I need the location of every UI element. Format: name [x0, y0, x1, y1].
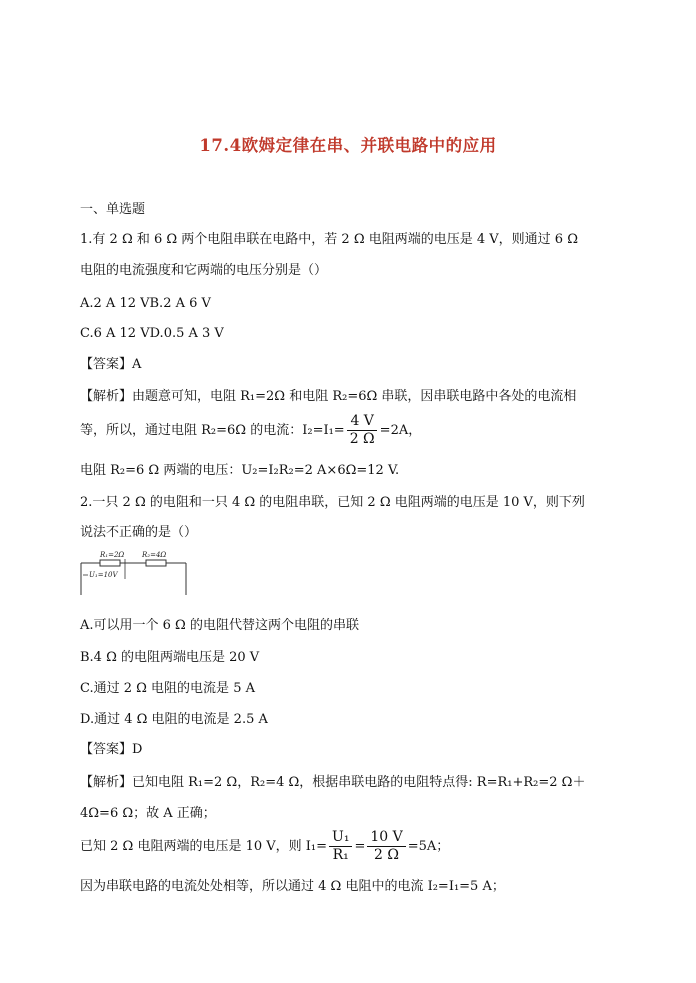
- q1-options-cd: C.6 A 12 VD.0.5 A 3 V: [80, 326, 224, 341]
- q2-option-b: B.4 Ω 的电阻两端电压是 20 V: [80, 650, 260, 665]
- q2-fraction-symbolic-denominator: R₁: [332, 847, 349, 863]
- r1-label: R₁=2Ω: [100, 551, 125, 559]
- q2-option-c: C.通过 2 Ω 电阻的电流是 5 A: [80, 681, 255, 696]
- q1-fraction-denominator: 2 Ω: [349, 431, 375, 447]
- q1-analysis-line2-text: 等，所以，通过电阻 R₂=6Ω 的电流：: [80, 422, 303, 438]
- q2-answer: 【答案】D: [80, 742, 143, 757]
- q2-stem-line1: 2.一只 2 Ω 的电阻和一只 4 Ω 的电阻串联，已知 2 Ω 电阻两端的电压是 10 V，则下列: [80, 495, 585, 510]
- q2-analysis-line3-text: 已知 2 Ω 电阻两端的电压是 10 V，则 I₁=: [80, 838, 328, 854]
- q1-stem-line1: 1.有 2 Ω 和 6 Ω 两个电阻串联在电路中，若 2 Ω 电阻两端的电压是 4 V，则通过 6 Ω: [80, 232, 578, 247]
- q2-fraction-numeric: [367, 829, 405, 864]
- q1-analysis-line2-eq: I₂=I₁=: [302, 422, 345, 438]
- q1-options-ab: A.2 A 12 VB.2 A 6 V: [80, 296, 211, 311]
- q2-analysis-line3-result: =5A；: [407, 838, 450, 854]
- q2-option-a: A.可以用一个 6 Ω 的电阻代替这两个电阻的串联: [80, 618, 359, 633]
- q2-fraction-numeric-numerator: 10 V: [367, 829, 405, 847]
- q2-analysis-line2: 4Ω=6 Ω；故 A 正确；: [80, 806, 216, 821]
- q1-analysis-line2-result: =2A，: [379, 422, 422, 438]
- q2-analysis-line1: 【解析】已知电阻 R₁=2 Ω，R₂=4 Ω，根据串联电路的电阻特点得: R=R₁+R₂=2 Ω＋: [80, 775, 586, 790]
- q2-option-d: D.通过 4 Ω 电阻的电流是 2.5 A: [80, 712, 268, 727]
- r2-label: R₂=4Ω: [142, 551, 167, 559]
- section-heading: 一、单选题: [80, 202, 146, 217]
- series-circuit-figure: [80, 551, 188, 601]
- resistor-r2: [146, 560, 166, 566]
- q1-fraction-numerator: 4 V: [347, 413, 376, 431]
- resistor-r1: [100, 560, 120, 566]
- q1-stem-line2: 电阻的电流强度和它两端的电压分别是（）: [80, 263, 328, 278]
- q1-analysis-line2: [80, 413, 421, 448]
- q1-analysis-line3: 电阻 R₂=6 Ω 两端的电压：U₂=I₂R₂=2 A×6Ω=12 V.: [80, 463, 400, 478]
- q1-fraction: [347, 413, 378, 448]
- q1-analysis-line1: 【解析】由题意可知，电阻 R₁=2Ω 和电阻 R₂=6Ω 串联，因串联电路中各处的电流相: [80, 389, 577, 404]
- q2-analysis-line4: 因为串联电路的电流处处相等，所以通过 4 Ω 电阻中的电流 I₂=I₁=5 A；: [80, 879, 505, 894]
- page-title: 17.4欧姆定律在串、并联电路中的应用: [199, 136, 497, 155]
- q2-stem-line2: 说法不正确的是（）: [80, 525, 198, 540]
- q2-fraction-symbolic-numerator: U₁: [329, 829, 352, 847]
- q2-equals-sign: =: [354, 838, 366, 854]
- q1-answer: 【答案】A: [80, 357, 142, 372]
- u1-label: U₁=10V: [89, 571, 118, 579]
- q2-fraction-numeric-denominator: 2 Ω: [374, 847, 400, 863]
- q2-fraction-symbolic: [329, 829, 352, 864]
- q2-analysis-line3: [80, 829, 449, 864]
